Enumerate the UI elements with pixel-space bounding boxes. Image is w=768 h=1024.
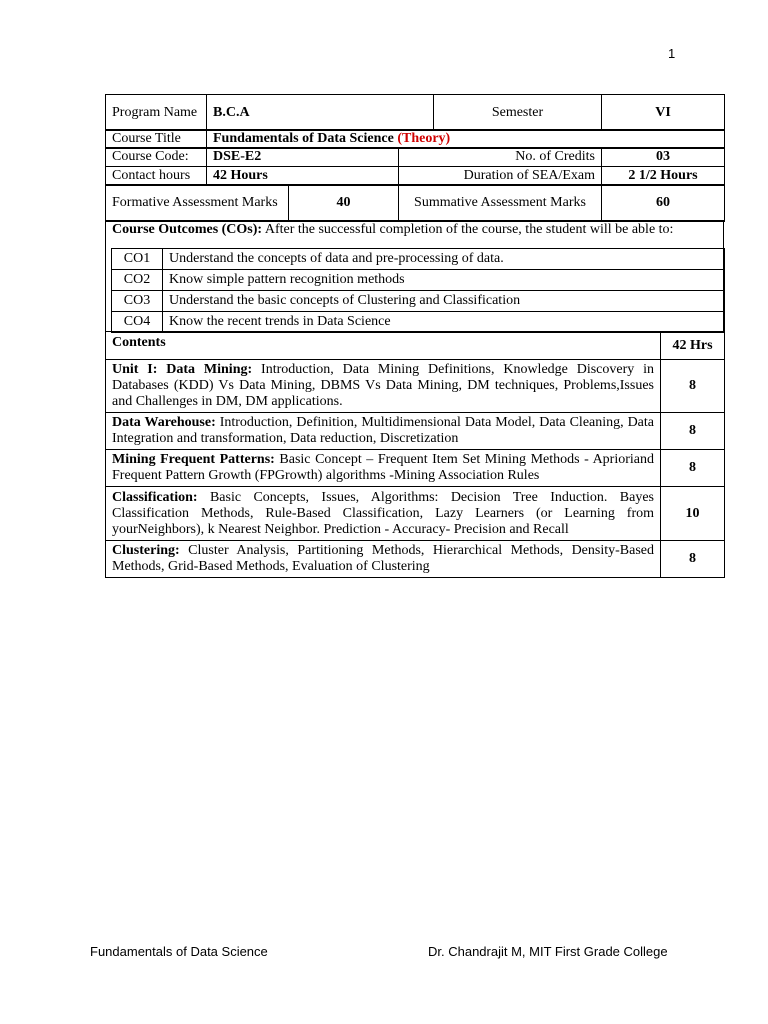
unit-description (106, 413, 661, 450)
unit-text: Basic Concept – Frequent Item Set Mining Methods - Apriorіand Frequent Pattern Growth (FPGrowth) algorithms -Mining Association Rules (112, 452, 655, 483)
unit-description (106, 360, 661, 413)
course-title-label: Course Title (106, 130, 207, 149)
unit-title: Classification: (112, 489, 198, 505)
unit-row (106, 360, 725, 413)
credits-label: No. of Credits (399, 148, 602, 167)
course-code-value: DSE-E2 (207, 148, 399, 167)
co-row (112, 312, 725, 333)
unit-hours: 10 (661, 487, 725, 541)
unit-text: Introduction, Definition, Multidimensional Data Model, Data Cleaning, Data Integration and transformation, Data reduction, Discretization (112, 415, 655, 446)
unit-description (106, 487, 661, 541)
contents-total-hours: 42 Hrs (661, 332, 725, 360)
unit-title: Mining Frequent Patterns: (112, 452, 275, 467)
formative-label: Formative Assessment Marks (106, 185, 289, 222)
code-hours-rows (105, 147, 725, 186)
semester-label: Semester (434, 95, 602, 131)
co-code: CO3 (112, 291, 163, 312)
co-row (112, 249, 725, 270)
contents-heading: Contents (106, 332, 661, 360)
unit-text: Cluster Analysis, Partitioning Methods, Hierarchical Methods, Density-Based Methods, Grid-Based Methods, Evaluation of Clustering (112, 543, 654, 574)
footer-right: Dr. Chandrajit M, MIT First Grade College (428, 944, 668, 959)
unit-hours: 8 (661, 360, 725, 413)
unit-title: Clustering: (112, 543, 180, 558)
summative-value: 60 (602, 185, 725, 222)
unit-row (106, 487, 725, 541)
unit-hours: 8 (661, 450, 725, 487)
unit-description (106, 541, 661, 578)
summative-label: Summative Assessment Marks (399, 185, 602, 222)
page-number: 1 (668, 46, 676, 61)
course-title-suffix: (Theory) (397, 131, 451, 146)
course-outcomes-intro-text: After the successful completion of the course, the student will be able to: (264, 222, 674, 237)
unit-title: Unit I: Data Mining: (112, 362, 253, 377)
program-row (105, 94, 725, 131)
program-name-value: B.C.A (207, 95, 434, 131)
co-row (112, 270, 725, 291)
program-name-label: Program Name (106, 95, 207, 131)
course-title-value: Fundamentals of Data Science (213, 131, 394, 146)
footer-left: Fundamentals of Data Science (90, 944, 268, 959)
unit-title: Data Warehouse: (112, 415, 216, 430)
co-text: Know the recent trends in Data Science (163, 312, 725, 333)
course-title-cell (207, 130, 725, 149)
course-outcomes-intro (112, 222, 724, 238)
unit-text: Basic Concepts, Issues, Algorithms: Decision Tree Induction. Bayes Classification Methods, Rule-Based Classification, Lazy Learners (or Learning from yourNeighbors), k Nearest Neighbor. Prediction - Accuracy- Precision and Recall (112, 489, 655, 537)
formative-value: 40 (289, 185, 399, 222)
course-code-label: Course Code: (106, 148, 207, 167)
co-code: CO1 (112, 249, 163, 270)
unit-row (106, 413, 725, 450)
co-text: Understand the concepts of data and pre-processing of data. (163, 249, 725, 270)
unit-row (106, 541, 725, 578)
co-code: CO2 (112, 270, 163, 291)
unit-description (106, 450, 661, 487)
assessment-row (105, 184, 725, 222)
duration-value: 2 1/2 Hours (602, 167, 725, 186)
semester-value: VI (602, 95, 725, 131)
course-outcomes-table (111, 248, 725, 333)
contact-hours-value: 42 Hours (207, 167, 399, 186)
credits-value: 03 (602, 148, 725, 167)
contact-hours-label: Contact hours (106, 167, 207, 186)
contents-table (105, 331, 725, 578)
unit-hours: 8 (661, 413, 725, 450)
unit-row (106, 450, 725, 487)
duration-label: Duration of SEA/Exam (399, 167, 602, 186)
unit-text: Introduction, Data Mining Definitions, Knowledge Discovery in Databases (KDD) Vs Data Mining, DBMS Vs Data Mining, DM techniques, Problems,Issues and Challenges in DM, DM applications. (112, 362, 655, 409)
co-text: Understand the basic concepts of Clustering and Classification (163, 291, 725, 312)
co-row (112, 291, 725, 312)
co-code: CO4 (112, 312, 163, 333)
co-text: Know simple pattern recognition methods (163, 270, 725, 291)
unit-hours: 8 (661, 541, 725, 578)
course-outcomes-heading: Course Outcomes (COs): (112, 222, 263, 237)
course-title-row (105, 129, 725, 149)
